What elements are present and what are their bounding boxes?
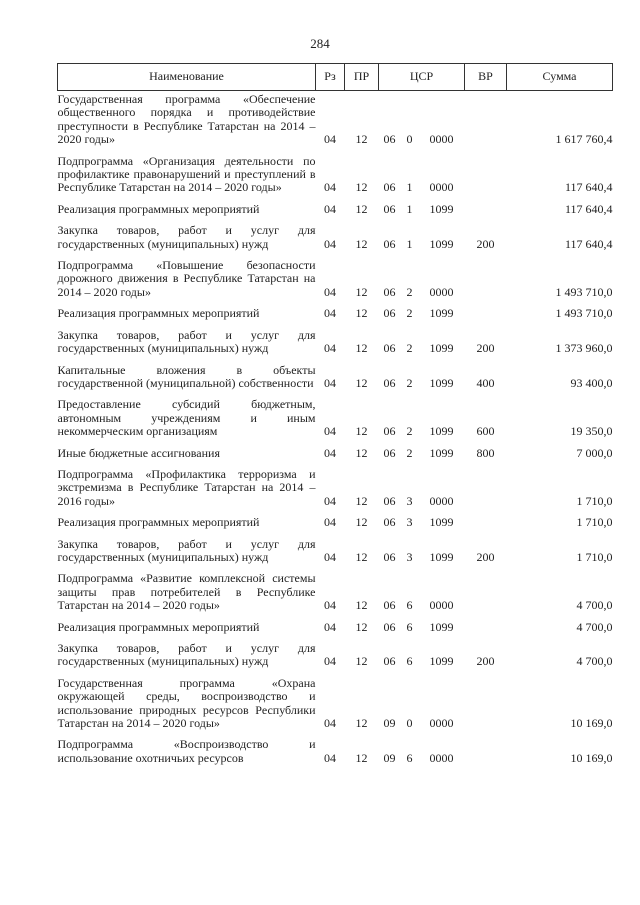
row-pr: 12 — [355, 306, 368, 321]
row-csr-2: 6 — [406, 619, 413, 634]
row-csr-1: 06 — [383, 132, 396, 147]
row-rz: 04 — [324, 341, 336, 356]
row-name: Подпрограмма «Организация деятельности по профилактике правонарушений и преступлений в Республике Татарстан на 2014 – 2020 годы» — [57, 153, 316, 195]
row-csr-3: 0000 — [429, 598, 454, 613]
row-vr — [465, 466, 507, 514]
row-csr-3: 0000 — [429, 132, 454, 147]
row-pr: 12 — [355, 619, 368, 634]
row-vr: 400 — [476, 375, 495, 390]
row-name: Предоставление субсидий бюджетным, автономным учреждениям и иным некоммерческим организациям — [57, 397, 316, 439]
row-sum: 93 400,0 — [570, 375, 613, 390]
row-rz: 04 — [324, 493, 336, 508]
table-row — [58, 362, 613, 397]
row-rz: 04 — [324, 201, 336, 216]
row-name: Государственная программа «Охрана окружающей среды, воспроизводство и использование природных ресурсов Республики Татарстан на 2014 – 2020 годы» — [57, 675, 316, 731]
row-csr-1: 06 — [383, 424, 396, 439]
row-name: Государственная программа «Обеспечение общественного порядка и противодействие преступности в Республике Татарстан на 2014 – 2020 годы» — [57, 92, 316, 147]
row-name: Подпрограмма «Воспроизводство и использование охотничьих ресурсов — [57, 737, 316, 765]
row-rz: 04 — [324, 515, 336, 530]
row-sum: 1 617 760,4 — [555, 132, 613, 147]
table-row — [58, 153, 613, 201]
row-name: Закупка товаров, работ и услуг для государственных (муниципальных) нужд — [57, 641, 316, 669]
row-vr — [465, 201, 507, 222]
row-vr — [465, 570, 507, 618]
row-csr-3: 1099 — [429, 549, 454, 564]
row-vr — [465, 153, 507, 201]
row-sum: 1 710,0 — [576, 549, 613, 564]
table-row — [58, 570, 613, 618]
row-csr-2: 6 — [406, 598, 413, 613]
row-csr-3: 0000 — [429, 284, 454, 299]
row-pr: 12 — [355, 549, 368, 564]
row-csr-1: 06 — [383, 375, 396, 390]
row-csr-1: 06 — [383, 493, 396, 508]
row-rz: 04 — [324, 598, 336, 613]
table-row — [58, 675, 613, 737]
row-pr: 12 — [355, 515, 368, 530]
row-rz: 04 — [324, 236, 336, 251]
row-name: Капитальные вложения в объекты государственной (муниципальной) собственности — [57, 362, 316, 390]
row-rz: 04 — [324, 549, 336, 564]
row-sum: 4 700,0 — [576, 619, 613, 634]
row-sum: 1 373 960,0 — [555, 341, 613, 356]
header-pr: ПР — [345, 64, 379, 91]
row-rz: 04 — [324, 284, 336, 299]
page-number: 284 — [310, 36, 330, 51]
row-pr: 12 — [355, 716, 368, 731]
row-pr: 12 — [355, 284, 368, 299]
row-pr: 12 — [355, 598, 368, 613]
row-vr — [465, 91, 507, 153]
row-csr-2: 0 — [406, 132, 413, 147]
row-vr — [465, 514, 507, 535]
table-row — [58, 536, 613, 571]
row-csr-1: 06 — [383, 306, 396, 321]
row-name: Реализация программных мероприятий — [57, 201, 260, 216]
table-row — [58, 327, 613, 362]
row-vr: 200 — [476, 654, 495, 669]
row-pr: 12 — [355, 654, 368, 669]
row-sum: 1 493 710,0 — [555, 306, 613, 321]
row-csr-1: 06 — [383, 515, 396, 530]
row-csr-1: 06 — [383, 549, 396, 564]
row-sum: 1 710,0 — [576, 515, 613, 530]
row-vr — [465, 257, 507, 305]
table-row — [58, 619, 613, 640]
row-name: Подпрограмма «Развитие комплексной системы защиты прав потребителей в Республике Татарстан на 2014 – 2020 годы» — [57, 571, 316, 613]
row-vr: 200 — [476, 236, 495, 251]
header-sum: Сумма — [507, 64, 613, 91]
table-row — [58, 640, 613, 675]
row-name: Иные бюджетные ассигнования — [57, 445, 220, 460]
table-row — [58, 257, 613, 305]
row-sum: 1 493 710,0 — [555, 284, 613, 299]
row-rz: 04 — [324, 619, 336, 634]
row-rz: 04 — [324, 424, 336, 439]
row-vr: 600 — [476, 424, 495, 439]
row-rz: 04 — [324, 654, 336, 669]
row-csr-3: 0000 — [429, 750, 454, 765]
row-name: Реализация программных мероприятий — [57, 619, 260, 634]
row-csr-3: 0000 — [429, 180, 454, 195]
row-name: Подпрограмма «Повышение безопасности дорожного движения в Республике Татарстан на 2014 – 2020 годы» — [57, 258, 316, 299]
row-pr: 12 — [355, 750, 368, 765]
table-row — [58, 201, 613, 222]
row-csr-2: 1 — [406, 236, 413, 251]
row-csr-2: 6 — [406, 654, 413, 669]
row-csr-1: 06 — [383, 236, 396, 251]
row-sum: 4 700,0 — [576, 598, 613, 613]
table-row — [58, 305, 613, 326]
row-csr-3: 1099 — [429, 236, 454, 251]
row-pr: 12 — [355, 236, 368, 251]
row-rz: 04 — [324, 375, 336, 390]
row-sum: 7 000,0 — [576, 445, 613, 460]
row-vr: 200 — [476, 549, 495, 564]
row-pr: 12 — [355, 424, 368, 439]
row-csr-1: 09 — [383, 750, 396, 765]
row-name: Закупка товаров, работ и услуг для государственных (муниципальных) нужд — [57, 327, 316, 356]
row-csr-2: 1 — [406, 201, 413, 216]
row-csr-2: 3 — [406, 515, 413, 530]
row-vr — [465, 619, 507, 640]
row-csr-2: 2 — [406, 341, 413, 356]
row-pr: 12 — [355, 493, 368, 508]
row-sum: 4 700,0 — [576, 654, 613, 669]
row-csr-1: 06 — [383, 201, 396, 216]
row-pr: 12 — [355, 132, 368, 147]
row-sum: 10 169,0 — [570, 750, 613, 765]
header-vr: ВР — [465, 64, 507, 91]
row-pr: 12 — [355, 201, 368, 216]
row-csr-1: 06 — [383, 341, 396, 356]
table-row — [58, 396, 613, 444]
row-rz: 04 — [324, 180, 336, 195]
row-name: Реализация программных мероприятий — [57, 306, 260, 321]
row-csr-3: 1099 — [429, 515, 454, 530]
row-name: Реализация программных мероприятий — [57, 515, 260, 530]
row-rz: 04 — [324, 306, 336, 321]
row-vr: 200 — [476, 341, 495, 356]
row-name: Подпрограмма «Профилактика терроризма и экстремизма в Республике Татарстан на 2014 – 2016 годы» — [57, 466, 316, 508]
row-pr: 12 — [355, 375, 368, 390]
table-row — [58, 514, 613, 535]
row-csr-2: 2 — [406, 306, 413, 321]
row-csr-3: 0000 — [429, 716, 454, 731]
row-csr-1: 06 — [383, 654, 396, 669]
row-csr-2: 6 — [406, 750, 413, 765]
row-csr-2: 2 — [406, 445, 413, 460]
row-csr-2: 2 — [406, 284, 413, 299]
row-csr-1: 06 — [383, 180, 396, 195]
table-header-row — [58, 64, 613, 91]
row-csr-3: 1099 — [429, 619, 454, 634]
header-rz: Рз — [316, 64, 345, 91]
header-name: Наименование — [58, 64, 316, 91]
row-sum: 1 710,0 — [576, 493, 613, 508]
row-csr-2: 3 — [406, 549, 413, 564]
table-row — [58, 222, 613, 257]
row-csr-3: 1099 — [429, 341, 454, 356]
row-sum: 117 640,4 — [564, 180, 613, 195]
row-csr-1: 06 — [383, 284, 396, 299]
row-csr-3: 1099 — [429, 306, 454, 321]
row-csr-3: 1099 — [429, 445, 454, 460]
row-csr-1: 06 — [383, 598, 396, 613]
row-csr-3: 1099 — [429, 375, 454, 390]
row-pr: 12 — [355, 180, 368, 195]
row-csr-1: 06 — [383, 445, 396, 460]
row-vr — [465, 736, 507, 771]
row-csr-3: 1099 — [429, 424, 454, 439]
row-name: Закупка товаров, работ и услуг для государственных (муниципальных) нужд — [57, 223, 316, 251]
row-sum: 10 169,0 — [570, 716, 613, 731]
row-rz: 04 — [324, 132, 336, 147]
budget-table — [57, 63, 613, 771]
row-rz: 04 — [324, 445, 336, 460]
row-vr — [465, 675, 507, 737]
row-vr — [465, 305, 507, 326]
row-pr: 12 — [355, 445, 368, 460]
row-csr-2: 1 — [406, 180, 413, 195]
row-csr-2: 0 — [406, 716, 413, 731]
table-row — [58, 736, 613, 771]
row-name: Закупка товаров, работ и услуг для государственных (муниципальных) нужд — [57, 536, 316, 564]
row-csr-1: 06 — [383, 619, 396, 634]
table-row — [58, 91, 613, 153]
row-csr-2: 2 — [406, 424, 413, 439]
row-pr: 12 — [355, 341, 368, 356]
row-csr-3: 1099 — [429, 654, 454, 669]
row-vr: 800 — [476, 445, 495, 460]
table-row — [58, 466, 613, 514]
row-csr-1: 09 — [383, 716, 396, 731]
row-rz: 04 — [324, 750, 336, 765]
row-csr-2: 3 — [406, 493, 413, 508]
row-csr-3: 1099 — [429, 201, 454, 216]
row-sum: 19 350,0 — [570, 424, 613, 439]
row-rz: 04 — [324, 716, 336, 731]
row-sum: 117 640,4 — [564, 236, 613, 251]
row-csr-2: 2 — [406, 375, 413, 390]
row-sum: 117 640,4 — [564, 201, 613, 216]
row-csr-3: 0000 — [429, 493, 454, 508]
table-row — [58, 445, 613, 466]
header-csr: ЦСР — [379, 64, 465, 91]
